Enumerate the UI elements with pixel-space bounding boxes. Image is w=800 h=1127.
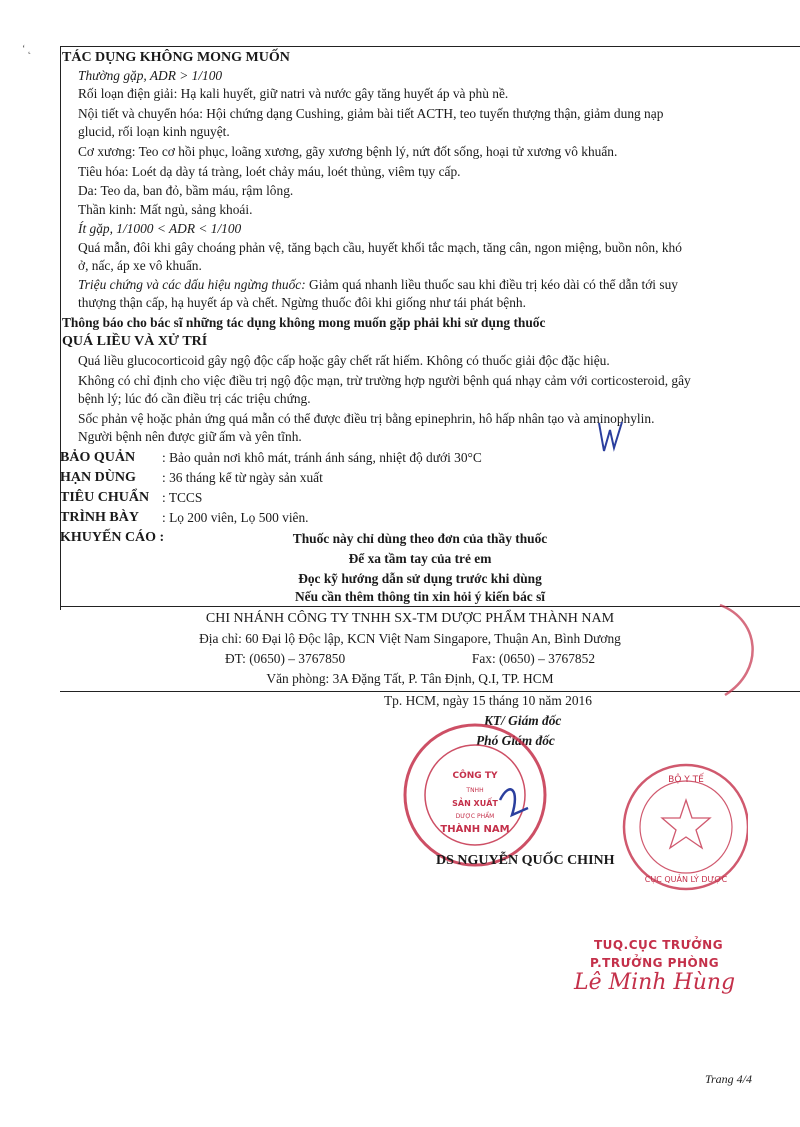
company-office: Văn phòng: 3A Đặng Tất, P. Tân Định, Q.I, TP. HCM xyxy=(266,671,554,686)
common-item: Nội tiết và chuyển hóa: Hội chứng dạng Cushing, giảm bài tiết ACTH, teo tuyến thượng thận, giảm dung nạp xyxy=(78,106,664,121)
company-fax: Fax: (0650) – 3767852 xyxy=(471,651,596,666)
company-box xyxy=(60,606,800,692)
withdrawal-line xyxy=(78,277,678,293)
overdose-line: Người bệnh nên được giữ ấm và yên tĩnh. xyxy=(78,429,302,444)
company-phone: ĐT: (0650) – 3767850 xyxy=(224,651,346,666)
svg-text:CÔNG TY: CÔNG TY xyxy=(452,771,498,781)
svg-text:THÀNH NAM: THÀNH NAM xyxy=(440,824,510,835)
side-effects-heading: TÁC DỤNG KHÔNG MONG MUỐN xyxy=(62,50,290,65)
overdose-line: Quá liều glucocorticoid gây ngộ độc cấp hoặc gây chết rất hiếm. Không có thuốc giải độc đặc hiệu. xyxy=(78,353,610,368)
svg-text:DƯỢC PHẨM: DƯỢC PHẨM xyxy=(455,813,495,820)
common-item: glucid, rối loạn kinh nguyệt. xyxy=(78,124,230,139)
common-item: Da: Teo da, ban đỏ, bầm máu, rậm lông. xyxy=(78,183,294,198)
company-address: Địa chỉ: 60 Đại lộ Độc lập, KCN Việt Nam Singapore, Thuận An, Bình Dương xyxy=(199,631,621,646)
expiry-value: : 36 tháng kể từ ngày sản xuất xyxy=(162,470,323,485)
standard-label: TIÊU CHUẨN xyxy=(60,490,150,505)
doctor-notice: Thông báo cho bác sĩ những tác dụng không mong muốn gặp phải khi sử dụng thuốc xyxy=(62,315,546,330)
company-seal-icon xyxy=(400,720,550,870)
rare-text-line: Quá mẫn, đôi khi gây choáng phản vệ, tăng bạch cầu, huyết khối tắc mạch, tăng cân, ngon miệng, buồn nôn, khó xyxy=(78,240,682,255)
signer-name: DS NGUYỄN QUỐC CHINH xyxy=(436,853,615,868)
withdrawal-label: Triệu chứng và các dấu hiệu ngừng thuốc: xyxy=(78,277,306,292)
svg-text:TNHH: TNHH xyxy=(466,787,484,794)
svg-text:SẢN XUẤT: SẢN XUẤT xyxy=(452,799,498,808)
partial-seal-icon xyxy=(710,600,770,700)
signoff-title-2: Phó Giám đốc xyxy=(476,733,555,748)
expiry-label: HẠN DÙNG xyxy=(60,470,136,485)
initials-mark-icon xyxy=(596,418,628,458)
standard-value: : TCCS xyxy=(162,490,203,505)
page-number: Trang 4/4 xyxy=(704,1072,752,1086)
overdose-line: Không có chỉ định cho việc điều trị ngộ độc mạn, trừ trường hợp người bệnh quá nhạy cảm với corticosteroid, gây xyxy=(78,373,691,388)
presentation-value: : Lọ 200 viên, Lọ 500 viên. xyxy=(162,510,309,525)
ministry-seal-icon xyxy=(618,752,748,902)
stamp-line-2: P.TRƯỞNG PHÒNG xyxy=(590,956,720,970)
common-item: Rối loạn điện giải: Hạ kali huyết, giữ natri và nước gây tăng huyết áp và phù nề. xyxy=(78,86,509,101)
withdrawal-line-2: thượng thận cấp, hạ huyết áp và chết. Ngừng thuốc đôi khi giống như tái phát bệnh. xyxy=(78,295,526,310)
rare-label: Ít gặp, 1/1000 < ADR < 1/100 xyxy=(78,221,242,236)
overdose-line: Sốc phản vệ hoặc phản ứng quá mẫn có thể được điều trị bằng epinephrin, hô hấp nhân tạo và aminophylin. xyxy=(78,411,655,426)
presentation-label: TRÌNH BÀY xyxy=(60,510,139,525)
withdrawal-text: Giảm quá nhanh liều thuốc sau khi điều trị kéo dài có thể dẫn tới suy xyxy=(305,277,678,292)
overdose-heading: QUÁ LIỀU VÀ XỬ TRÍ xyxy=(62,334,208,349)
frame-top-rule xyxy=(60,46,800,47)
common-item: Tiêu hóa: Loét dạ dày tá tràng, loét chảy máu, loét thủng, viêm tụy cấp. xyxy=(78,164,461,179)
common-label: Thường gặp, ADR > 1/100 xyxy=(78,68,223,83)
common-item: Thần kinh: Mất ngủ, sảng khoái. xyxy=(78,202,253,217)
storage-value: : Bảo quản nơi khô mát, tránh ánh sáng, nhiệt độ dưới 30°C xyxy=(162,450,482,465)
common-item: Cơ xương: Teo cơ hồi phục, loãng xương, gãy xương bệnh lý, nứt đốt sống, hoại tử xương vô khuẩn. xyxy=(78,144,618,159)
stamp-line-1: TUQ.CỤC TRƯỞNG xyxy=(594,938,724,952)
advice-label: KHUYẾN CÁO : xyxy=(60,530,165,545)
signoff-title-1: KT/ Giám đốc xyxy=(484,713,562,728)
advice-line: Đọc kỹ hướng dẫn sử dụng trước khi dùng xyxy=(298,571,542,586)
advice-line: Thuốc này chỉ dùng theo đơn của thầy thuốc xyxy=(292,531,548,546)
svg-text:BỘ Y TẾ: BỘ Y TẾ xyxy=(668,775,704,785)
company-contacts xyxy=(60,651,760,667)
scan-mark: ‘ ˛ xyxy=(22,44,32,55)
handwritten-signature: Lê Minh Hùng xyxy=(574,970,736,995)
svg-text:CỤC QUẢN LÝ DƯỢC: CỤC QUẢN LÝ DƯỢC xyxy=(644,875,728,884)
company-name: CHI NHÁNH CÔNG TY TNHH SX-TM DƯỢC PHẨM THÀNH NAM xyxy=(205,611,615,626)
storage-label: BẢO QUẢN xyxy=(60,450,136,465)
signoff-date: Tp. HCM, ngày 15 tháng 10 năm 2016 xyxy=(384,693,592,708)
advice-line: Để xa tầm tay của trẻ em xyxy=(348,551,492,566)
rare-text-line: ở, nấc, áp xe vô khuẩn. xyxy=(78,258,202,273)
overdose-line: bệnh lý; lúc đó cần điều trị các triệu chứng. xyxy=(78,391,311,406)
advice-line: Nếu cần thêm thông tin xin hỏi ý kiến bác sĩ xyxy=(295,589,545,604)
